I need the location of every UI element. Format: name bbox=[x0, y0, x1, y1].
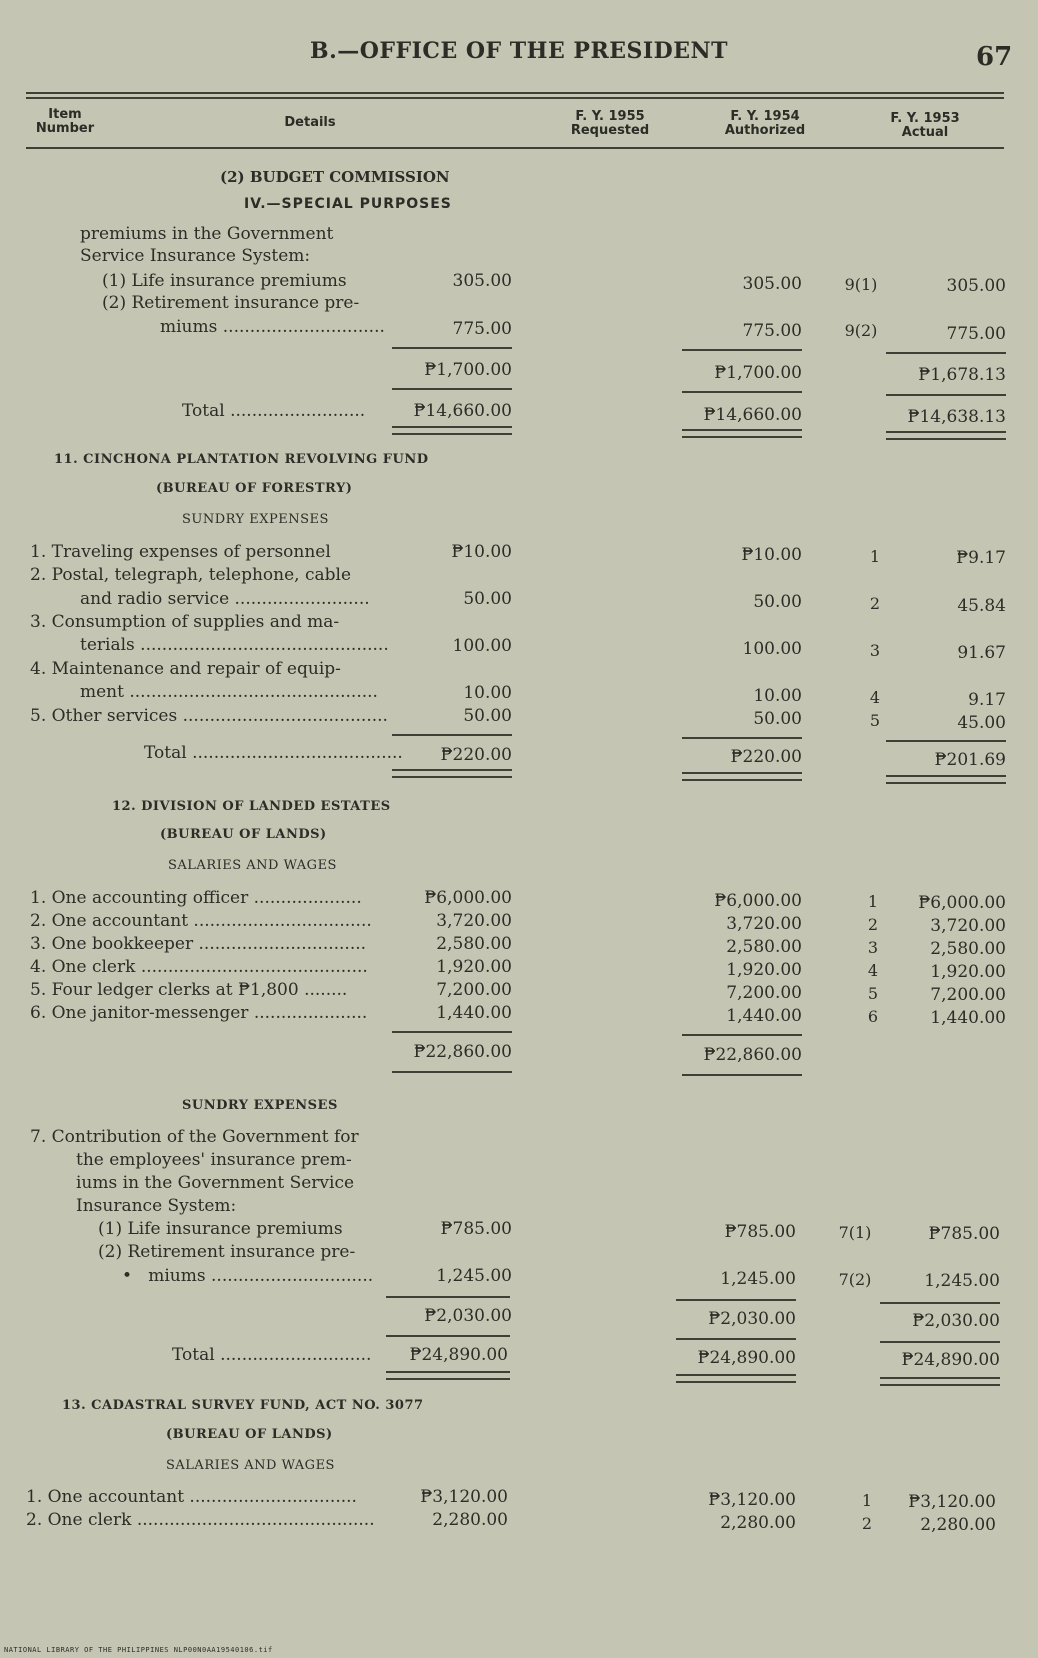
sum-rule bbox=[682, 1034, 802, 1036]
value-authorized: ₱6,000.00 bbox=[714, 891, 802, 911]
item-code: 3 bbox=[867, 938, 879, 957]
sum-rule bbox=[682, 1074, 802, 1076]
value-authorized: 1,920.00 bbox=[726, 960, 802, 980]
item-code: 2 bbox=[861, 1514, 873, 1533]
value-authorized: 50.00 bbox=[753, 709, 802, 729]
value-requested: 3,720.00 bbox=[436, 911, 512, 931]
subtotal-actual: ₱1,678.13 bbox=[918, 365, 1006, 385]
value-actual: 91.67 bbox=[957, 643, 1006, 663]
item-code: 5 bbox=[869, 711, 881, 730]
text-line: premiums in the Government bbox=[80, 224, 334, 244]
scan-footer: NATIONAL LIBRARY OF THE PHILIPPINES NLP00N0AA19540106.tif bbox=[4, 1646, 273, 1654]
item-label: 4. One clerk .......................................... bbox=[30, 957, 368, 977]
item-code: 1 bbox=[861, 1491, 873, 1510]
value-requested: 100.00 bbox=[452, 636, 512, 656]
page-number: 67 bbox=[976, 42, 1013, 72]
item-code: 2 bbox=[867, 915, 879, 934]
item-label: 1. One accounting officer .................... bbox=[30, 888, 362, 908]
section-bureau: (BUREAU OF LANDS) bbox=[160, 827, 327, 842]
item-code: 7(2) bbox=[838, 1270, 872, 1289]
value-requested: ₱3,120.00 bbox=[420, 1487, 508, 1507]
value-actual: 45.00 bbox=[957, 713, 1006, 733]
item-label-cont: and radio service ......................... bbox=[80, 589, 370, 609]
subtotal-authorized: ₱1,700.00 bbox=[714, 363, 802, 383]
total-double-rule bbox=[676, 1374, 796, 1383]
text-line: the employees' insurance prem- bbox=[76, 1150, 352, 1170]
header-rule-bottom bbox=[26, 147, 1004, 149]
value-requested: 1,920.00 bbox=[436, 957, 512, 977]
value-authorized: 775.00 bbox=[742, 321, 802, 341]
item-label: 3. Consumption of supplies and ma- bbox=[30, 612, 340, 632]
total-double-rule bbox=[886, 431, 1006, 440]
total-double-rule bbox=[886, 775, 1006, 784]
col-item-number: Item Number bbox=[35, 107, 95, 136]
item-label: 4. Maintenance and repair of equip- bbox=[30, 659, 341, 679]
value-authorized: ₱3,120.00 bbox=[708, 1490, 796, 1510]
item-label-cont: ment .............................................. bbox=[80, 682, 378, 702]
item-code: 2 bbox=[869, 594, 881, 613]
value-requested: ₱6,000.00 bbox=[424, 888, 512, 908]
item-code: 6 bbox=[867, 1007, 879, 1026]
value-authorized: 1,245.00 bbox=[720, 1269, 796, 1289]
item-label-cont: miums .............................. bbox=[160, 317, 385, 337]
subtotal-authorized: ₱22,860.00 bbox=[703, 1045, 802, 1065]
item-code: 9(2) bbox=[844, 321, 878, 340]
item-label: 1. Traveling expenses of personnel bbox=[30, 542, 331, 562]
item-code: 9(1) bbox=[844, 275, 878, 294]
total-actual: ₱201.69 bbox=[934, 750, 1006, 770]
total-authorized: ₱220.00 bbox=[730, 747, 802, 767]
total-label: Total ....................................... bbox=[144, 743, 403, 763]
total-requested: ₱14,660.00 bbox=[413, 401, 512, 421]
value-requested: ₱10.00 bbox=[451, 542, 512, 562]
value-actual: ₱3,120.00 bbox=[908, 1492, 996, 1512]
sum-rule bbox=[392, 1031, 512, 1033]
item-label: 2. One accountant ................................. bbox=[30, 911, 372, 931]
value-actual: ₱9.17 bbox=[956, 548, 1006, 568]
item-label: 6. One janitor-messenger ..................... bbox=[30, 1003, 368, 1023]
sum-rule bbox=[676, 1299, 796, 1301]
item-code: 1 bbox=[867, 892, 879, 911]
value-actual: 2,580.00 bbox=[930, 939, 1006, 959]
value-authorized: 2,280.00 bbox=[720, 1513, 796, 1533]
item-label: 2. One clerk ............................................ bbox=[26, 1510, 375, 1530]
value-requested: 2,280.00 bbox=[432, 1510, 508, 1530]
sum-rule bbox=[682, 349, 802, 351]
total-actual: ₱14,638.13 bbox=[907, 407, 1006, 427]
value-requested: 10.00 bbox=[463, 683, 512, 703]
total-double-rule bbox=[682, 772, 802, 781]
value-requested: ₱785.00 bbox=[440, 1219, 512, 1239]
page-title: B.—OFFICE OF THE PRESIDENT bbox=[309, 38, 728, 64]
sum-rule bbox=[886, 394, 1006, 396]
total-actual: ₱24,890.00 bbox=[901, 1350, 1000, 1370]
sum-rule bbox=[676, 1338, 796, 1340]
item-label: 3. One bookkeeper ............................... bbox=[30, 934, 367, 954]
value-actual: 2,280.00 bbox=[920, 1515, 996, 1535]
section-title-budget-commission: (2) BUDGET COMMISSION bbox=[220, 168, 450, 186]
total-double-rule bbox=[386, 1371, 510, 1380]
value-authorized: ₱10.00 bbox=[741, 545, 802, 565]
text-line: Insurance System: bbox=[76, 1196, 237, 1216]
total-double-rule bbox=[392, 769, 512, 778]
sum-rule bbox=[392, 1071, 512, 1073]
section-subtitle-special-purposes: IV.—SPECIAL PURPOSES bbox=[244, 196, 452, 212]
item-code: 3 bbox=[869, 641, 881, 660]
subtotal-actual: ₱2,030.00 bbox=[912, 1311, 1000, 1331]
value-actual: 9.17 bbox=[968, 690, 1006, 710]
text-line: Service Insurance System: bbox=[80, 246, 311, 266]
value-actual: 45.84 bbox=[957, 596, 1006, 616]
value-requested: 305.00 bbox=[452, 271, 512, 291]
value-requested: 2,580.00 bbox=[436, 934, 512, 954]
value-authorized: 100.00 bbox=[742, 639, 802, 659]
col-fy1954: F. Y. 1954 Authorized bbox=[724, 109, 806, 138]
header-rule-top bbox=[26, 92, 1004, 94]
item-label: 1. One accountant ............................... bbox=[26, 1487, 357, 1507]
item-label: (2) Retirement insurance pre- bbox=[98, 1242, 356, 1262]
item-code: 7(1) bbox=[838, 1223, 872, 1242]
value-actual: 1,245.00 bbox=[924, 1271, 1000, 1291]
value-authorized: 1,440.00 bbox=[726, 1006, 802, 1026]
total-double-rule bbox=[682, 429, 802, 438]
section-heading: SUNDRY EXPENSES bbox=[182, 512, 329, 527]
text-line: 7. Contribution of the Government for bbox=[30, 1127, 359, 1147]
item-code: 1 bbox=[869, 547, 881, 566]
item-label: (1) Life insurance premiums bbox=[102, 271, 347, 291]
value-authorized: 2,580.00 bbox=[726, 937, 802, 957]
total-label: Total ......................... bbox=[182, 401, 366, 421]
value-actual: 1,920.00 bbox=[930, 962, 1006, 982]
value-actual: 1,440.00 bbox=[930, 1008, 1006, 1028]
section-bureau: (BUREAU OF FORESTRY) bbox=[156, 481, 353, 496]
value-authorized: 7,200.00 bbox=[726, 983, 802, 1003]
total-requested: ₱220.00 bbox=[440, 745, 512, 765]
item-label: 2. Postal, telegraph, telephone, cable bbox=[30, 565, 352, 585]
value-authorized: 305.00 bbox=[742, 274, 802, 294]
header-rule-top-2 bbox=[26, 97, 1004, 99]
item-code: 4 bbox=[869, 688, 881, 707]
sum-rule bbox=[392, 388, 512, 390]
section-title-cadastral: 13. CADASTRAL SURVEY FUND, ACT NO. 3077 bbox=[62, 1398, 424, 1413]
sum-rule bbox=[880, 1341, 1000, 1343]
value-authorized: 10.00 bbox=[753, 686, 802, 706]
section-title-landed-estates: 12. DIVISION OF LANDED ESTATES bbox=[112, 799, 391, 814]
col-fy1955: F. Y. 1955 Requested bbox=[570, 109, 650, 138]
item-code: 5 bbox=[867, 984, 879, 1003]
value-actual: 3,720.00 bbox=[930, 916, 1006, 936]
subtotal-requested: ₱22,860.00 bbox=[413, 1042, 512, 1062]
sum-rule bbox=[392, 347, 512, 349]
sum-rule bbox=[880, 1302, 1000, 1304]
subtotal-requested: ₱2,030.00 bbox=[424, 1306, 512, 1326]
item-label: 5. Other services ...................................... bbox=[30, 706, 388, 726]
value-authorized: 3,720.00 bbox=[726, 914, 802, 934]
sum-rule bbox=[682, 737, 802, 739]
section-title-cinchona: 11. CINCHONA PLANTATION REVOLVING FUND bbox=[54, 452, 429, 467]
sum-rule bbox=[386, 1335, 510, 1337]
item-code: 4 bbox=[867, 961, 879, 980]
section-heading: SUNDRY EXPENSES bbox=[182, 1098, 338, 1113]
item-label-cont: • miums .............................. bbox=[122, 1266, 374, 1286]
item-label: (2) Retirement insurance pre- bbox=[102, 293, 360, 313]
subtotal-requested: ₱1,700.00 bbox=[424, 360, 512, 380]
value-requested: 7,200.00 bbox=[436, 980, 512, 1000]
section-heading: SALARIES AND WAGES bbox=[168, 858, 337, 873]
value-authorized: 50.00 bbox=[753, 592, 802, 612]
subtotal-authorized: ₱2,030.00 bbox=[708, 1309, 796, 1329]
value-requested: 1,440.00 bbox=[436, 1003, 512, 1023]
value-actual: 7,200.00 bbox=[930, 985, 1006, 1005]
value-actual: ₱6,000.00 bbox=[918, 893, 1006, 913]
value-requested: 50.00 bbox=[463, 706, 512, 726]
text-line: iums in the Government Service bbox=[76, 1173, 355, 1193]
sum-rule bbox=[682, 391, 802, 393]
item-label: (1) Life insurance premiums bbox=[98, 1219, 343, 1239]
total-authorized: ₱14,660.00 bbox=[703, 405, 802, 425]
value-authorized: ₱785.00 bbox=[724, 1222, 796, 1242]
total-authorized: ₱24,890.00 bbox=[697, 1348, 796, 1368]
total-double-rule bbox=[392, 426, 512, 435]
value-requested: 50.00 bbox=[463, 589, 512, 609]
value-actual: ₱785.00 bbox=[928, 1224, 1000, 1244]
sum-rule bbox=[386, 1296, 510, 1298]
sum-rule bbox=[392, 734, 512, 736]
item-label-cont: terials .............................................. bbox=[80, 635, 389, 655]
sum-rule bbox=[886, 352, 1006, 354]
value-requested: 775.00 bbox=[452, 319, 512, 339]
sum-rule bbox=[886, 740, 1006, 742]
total-label: Total ............................ bbox=[172, 1345, 372, 1365]
section-bureau: (BUREAU OF LANDS) bbox=[166, 1427, 333, 1442]
value-requested: 1,245.00 bbox=[436, 1266, 512, 1286]
total-double-rule bbox=[880, 1377, 1000, 1386]
item-label: 5. Four ledger clerks at ₱1,800 ........ bbox=[30, 980, 348, 1000]
col-fy1953: F. Y. 1953 Actual bbox=[890, 111, 960, 140]
value-actual: 305.00 bbox=[946, 276, 1006, 296]
col-details: Details bbox=[284, 115, 336, 130]
total-requested: ₱24,890.00 bbox=[409, 1345, 508, 1365]
section-heading: SALARIES AND WAGES bbox=[166, 1458, 335, 1473]
value-actual: 775.00 bbox=[946, 324, 1006, 344]
